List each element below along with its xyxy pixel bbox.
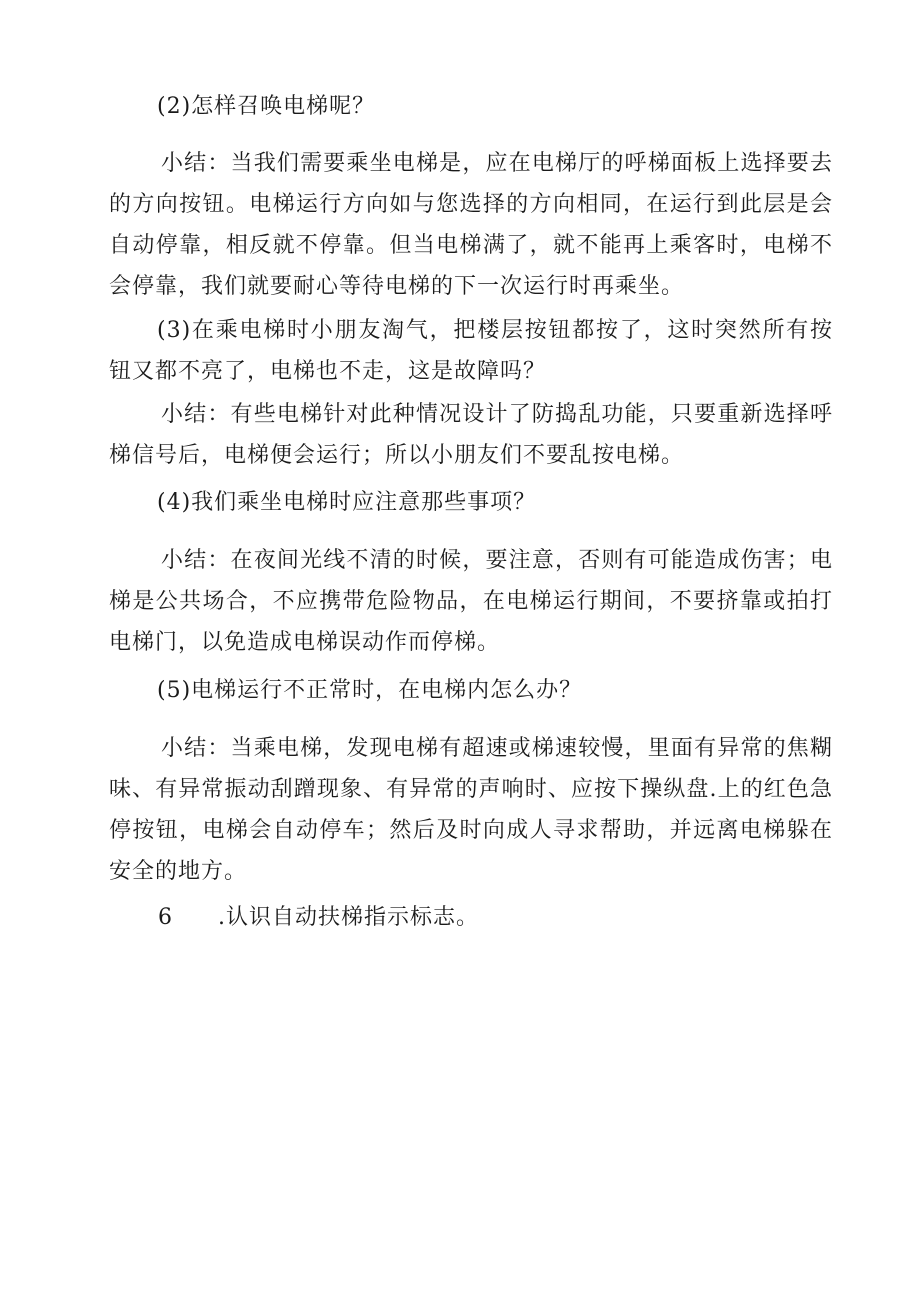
summary-2: 小结：当我们需要乘坐电梯是，应在电梯厅的呼梯面板上选择要去的方向按钮。电梯运行方向如与您选择的方向相同，在运行到此层是会自动停靠，相反就不停靠。但当电梯满了，就不能再上乘客时，电梯不会停靠，我们就要耐心等待电梯的下一次运行时再乘坐。 [109,151,833,299]
summary-5: 小结：当乘电梯，发现电梯有超速或梯速较慢，里面有异常的焦糊味、有异常振动刮蹭现象、有异常的声响时、应按下操纵盘.上的红色急停按钮，电梯会自动停车；然后及时向成人寻求帮助，并远离电梯躲在安全的地方。 [109,736,833,884]
question-4: (4)我们乘坐电梯时应注意那些事项？ [157,490,537,515]
summary-4: 小结：在夜间光线不清的时候，要注意，否则有可能造成伤害；电梯是公共场合，不应携带危险物品，在电梯运行期间，不要挤靠或拍打电梯门，以免造成电梯误动作而停梯。 [109,548,833,655]
summary-3: 小结：有些电梯针对此种情况设计了防捣乱功能，只要重新选择呼梯信号后，电梯便会运行；所以小朋友们不要乱按电梯。 [109,402,833,468]
question-5: (5)电梯运行不正常时，在电梯内怎么办？ [157,678,583,703]
item-6-text: .认识自动扶梯指示标志。 [218,905,479,930]
item-6-number: 6 [158,905,173,930]
question-2: (2)怎样召唤电梯呢？ [157,94,376,119]
question-3: (3)在乘电梯时小朋友淘气，把楼层按钮都按了，这时突然所有按钮又都不亮了，电梯也不走，这是故障吗？ [109,318,833,384]
